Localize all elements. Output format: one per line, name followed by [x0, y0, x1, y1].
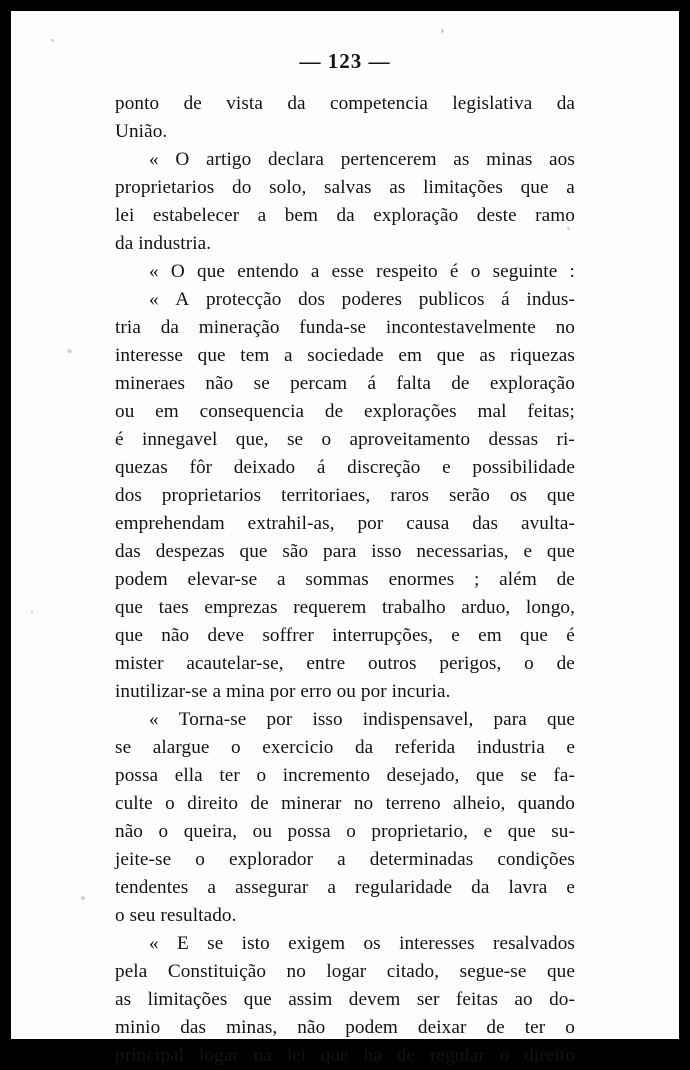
word: em [398, 345, 423, 366]
word: isso [312, 709, 343, 730]
page-number: — 123 — [299, 49, 391, 73]
word: que [476, 765, 505, 786]
word: limitações [423, 177, 503, 198]
word: sociedade [307, 345, 384, 366]
word: solo, [269, 177, 307, 198]
body-text-block [115, 90, 575, 1070]
scan-speckle [67, 349, 72, 353]
word: por [357, 513, 384, 534]
word: o [565, 1017, 575, 1038]
word: deixar [417, 1017, 467, 1038]
word: aos [549, 149, 575, 170]
word: possa [115, 765, 159, 786]
word: entre [306, 653, 346, 674]
word: taes [158, 597, 189, 618]
scan-speckle [31, 611, 33, 614]
text-line [115, 538, 575, 566]
word: limitações [147, 989, 228, 1010]
word: que [520, 177, 549, 198]
page-sheet [11, 11, 679, 1066]
word: deixado [233, 457, 296, 478]
word: « [149, 289, 159, 310]
word: avulta- [520, 513, 575, 534]
text-line [115, 342, 575, 370]
word: discreção [347, 457, 421, 478]
word: é [449, 261, 459, 282]
word: á [367, 373, 377, 394]
word: citado, [386, 961, 440, 982]
word: ou [252, 821, 273, 842]
word: o [231, 737, 241, 758]
word: exercicio [262, 737, 334, 758]
word: na [253, 1045, 272, 1066]
word: alheio, [453, 793, 506, 814]
word: vista [226, 93, 263, 114]
word: á [316, 457, 326, 478]
text-line [115, 314, 575, 342]
word: se [207, 933, 224, 954]
word: quezas [115, 457, 168, 478]
word: logar [198, 1045, 239, 1066]
word: « [149, 261, 159, 282]
word: Constituição [167, 961, 267, 982]
word: seguinte [492, 261, 558, 282]
word: o [321, 429, 332, 450]
word: funda-se [299, 317, 367, 338]
word: protecção [205, 289, 282, 310]
word: isso [371, 541, 402, 562]
word: : [569, 261, 575, 282]
word: a [327, 877, 337, 898]
text-line [115, 426, 575, 454]
word: são [282, 541, 309, 562]
word: de [250, 793, 269, 814]
word: assim [288, 989, 333, 1010]
word: podem [345, 1017, 398, 1038]
word: por [266, 709, 293, 730]
text-line [115, 790, 575, 818]
word: feitas; [527, 401, 575, 422]
word: proprietarios [161, 485, 262, 506]
text-line [115, 846, 575, 874]
word: segue-se [459, 961, 527, 982]
word: que [546, 709, 575, 730]
text-line: inutilizar-se a mina por erro ou por incuria. [115, 681, 451, 702]
word: « [149, 933, 159, 954]
word: « [149, 149, 159, 170]
word: para [493, 709, 527, 730]
word: innegavel [141, 429, 218, 450]
word: em [478, 625, 502, 646]
word: da [556, 93, 575, 114]
word: E [177, 933, 189, 954]
word: mal [477, 401, 507, 422]
word: estabelecer [152, 205, 240, 226]
word: alargue [152, 737, 210, 758]
word: o [470, 261, 481, 282]
word: emprezas [204, 597, 278, 618]
word: enormes [388, 569, 455, 590]
word: incremento [282, 765, 371, 786]
word: aproveitamento [349, 429, 471, 450]
word: da [160, 317, 180, 338]
word: referida [394, 737, 456, 758]
word: bem [284, 205, 319, 226]
word: e [566, 877, 575, 898]
word: culte [115, 793, 153, 814]
word: explorador [228, 849, 314, 870]
word: o [195, 849, 205, 870]
word: que [520, 625, 549, 646]
text-line: União. [115, 121, 168, 142]
word: minio [115, 1017, 161, 1038]
text-line [115, 818, 575, 846]
text-line [115, 482, 575, 510]
word: é [566, 625, 575, 646]
text-line [115, 1014, 575, 1042]
word: mineração [198, 317, 280, 338]
word: ser [416, 989, 440, 1010]
word: acautelar-se, [186, 653, 284, 674]
word: queira, [183, 821, 238, 842]
word: de [183, 93, 202, 114]
word: regularidade [355, 877, 453, 898]
word: respeito [376, 261, 438, 282]
word: declara [267, 149, 325, 170]
word: a [284, 345, 293, 366]
text-line [115, 594, 575, 622]
word: da [336, 205, 355, 226]
word: no [286, 961, 306, 982]
text-line [115, 958, 575, 986]
word: riquezas [510, 345, 575, 366]
word: da [471, 877, 490, 898]
text-line [115, 706, 575, 734]
word: devem [348, 989, 401, 1010]
word: que [436, 345, 465, 366]
word: ramo [535, 205, 575, 226]
word: esse [331, 261, 364, 282]
word: resalvados [492, 933, 575, 954]
word: desejado, [386, 765, 460, 786]
word: trabalho [382, 597, 446, 618]
word: Torna-se [178, 709, 247, 730]
word: indus- [526, 289, 575, 310]
word: A [175, 289, 190, 310]
word: possa [287, 821, 331, 842]
text-line [115, 258, 575, 286]
word: dessas [488, 429, 539, 450]
word: pela [115, 961, 148, 982]
word: ella [174, 765, 203, 786]
word: fôr [189, 457, 213, 478]
word: que [197, 261, 226, 282]
word: direito [187, 793, 239, 814]
text-line [115, 510, 575, 538]
word: o [499, 1045, 510, 1066]
word: a [310, 261, 320, 282]
word: salvas [324, 177, 372, 198]
word: que [320, 1045, 349, 1066]
word: necessarias, [416, 541, 509, 562]
word: determinadas [369, 849, 474, 870]
word: sommas [305, 569, 369, 590]
word: serão [448, 485, 490, 506]
word: de [486, 1017, 505, 1038]
word: dos [298, 289, 326, 310]
word: O [175, 149, 190, 170]
word: competencia [329, 93, 429, 114]
text-line [115, 986, 575, 1014]
word: se [520, 765, 537, 786]
word: deve [207, 625, 245, 646]
word: que [243, 989, 272, 1010]
text-line [115, 1042, 575, 1070]
text-line [115, 650, 575, 678]
word: causa [406, 513, 450, 534]
word: os [509, 485, 528, 506]
word: as [479, 345, 496, 366]
word: as [389, 177, 406, 198]
word: não [297, 1017, 326, 1038]
word: percam [290, 373, 348, 394]
text-line [115, 370, 575, 398]
word: exploração [489, 373, 575, 394]
word: isto [241, 933, 270, 954]
word: das [180, 1017, 207, 1038]
word: perigos, [439, 653, 502, 674]
word: no [353, 793, 374, 814]
word: tendentes [115, 877, 189, 898]
text-line [115, 762, 575, 790]
word: quando [517, 793, 575, 814]
word: das [472, 513, 499, 534]
word: a [257, 205, 267, 226]
word: de [556, 569, 575, 590]
scan-speckle [81, 896, 85, 900]
word: ter [219, 765, 240, 786]
word: a [207, 877, 216, 898]
word: exploração [373, 205, 459, 226]
word: dos [115, 485, 142, 506]
text-line [115, 734, 575, 762]
word: além [499, 569, 537, 590]
word: ponto [115, 93, 160, 114]
word: á [501, 289, 510, 310]
text-line [115, 146, 575, 174]
word: logar [326, 961, 367, 982]
word: o [165, 793, 175, 814]
word: ter [524, 1017, 546, 1038]
word: que [115, 625, 144, 646]
word: falta [396, 373, 431, 394]
word: que [546, 961, 575, 982]
word: da [354, 737, 374, 758]
word: o [346, 821, 356, 842]
word: su- [551, 821, 575, 842]
word: artigo [205, 149, 252, 170]
word: que [239, 541, 268, 562]
word: se [286, 429, 304, 450]
word: da [287, 93, 306, 114]
word: lei [115, 205, 135, 226]
word: industria [476, 737, 545, 758]
text-line [115, 930, 575, 958]
word: consequencia [199, 401, 305, 422]
word: regular [429, 1045, 485, 1066]
word: possibilidade [472, 457, 575, 478]
word: a [337, 849, 346, 870]
word: podem [115, 569, 168, 590]
word: de [556, 653, 575, 674]
word: o [256, 765, 267, 786]
word: proprietarios [115, 177, 215, 198]
word: jeite-se [115, 849, 172, 870]
word: despezas [155, 541, 225, 562]
word: que [507, 821, 536, 842]
word: ou [115, 401, 135, 422]
word: territoriaes, [281, 485, 371, 506]
word: elevar-se [187, 569, 258, 590]
text-line [115, 874, 575, 902]
text-line [115, 566, 575, 594]
word: se [253, 373, 270, 394]
word: direito [524, 1045, 575, 1066]
text-line: o seu resultado. [115, 905, 237, 926]
word: minas, [226, 1017, 278, 1038]
word: e [451, 625, 460, 646]
word: fa- [553, 765, 575, 786]
word: « [149, 709, 159, 730]
word: que [115, 597, 144, 618]
word: outros [367, 653, 417, 674]
word: tria [115, 317, 141, 338]
word: ha [363, 1045, 382, 1066]
word: a [276, 569, 286, 590]
word: requerem [293, 597, 367, 618]
word: de [451, 373, 470, 394]
word: explorações [363, 401, 457, 422]
word: interesses [399, 933, 475, 954]
word: arduo, [461, 597, 511, 618]
word: raros [390, 485, 430, 506]
word: e [442, 457, 451, 478]
word: longo, [525, 597, 575, 618]
word: a [566, 177, 575, 198]
word: no [555, 317, 575, 338]
text-line [115, 286, 575, 314]
word: do- [549, 989, 575, 1010]
text-line [115, 90, 575, 118]
word: se [115, 737, 132, 758]
word: e [566, 737, 575, 758]
word: incontestavelmente [385, 317, 536, 338]
word: para [323, 541, 357, 562]
word: que [197, 345, 226, 366]
word: indispensavel, [362, 709, 474, 730]
word: do [232, 177, 252, 198]
word: lei [286, 1045, 307, 1066]
word: não [115, 821, 144, 842]
word: mineraes [115, 373, 186, 394]
text-line [115, 398, 575, 426]
word: interesse [115, 345, 184, 366]
word: que, [235, 429, 269, 450]
word: tem [240, 345, 270, 366]
word: de [324, 401, 344, 422]
word: não [205, 373, 234, 394]
word: entendo [237, 261, 299, 282]
word: é [115, 429, 124, 450]
word: interrupções, [332, 625, 434, 646]
word: que [546, 541, 575, 562]
text-line: da industria. [115, 233, 212, 254]
word: o [524, 653, 534, 674]
word: lavra [508, 877, 548, 898]
word: e [483, 821, 493, 842]
word: mister [115, 653, 164, 674]
word: das [115, 541, 141, 562]
word: o [158, 821, 169, 842]
word: que [546, 485, 575, 506]
word: não [161, 625, 190, 646]
word: condições [497, 849, 575, 870]
word: minas [486, 149, 533, 170]
word: soffrer [262, 625, 314, 646]
word: exigem [288, 933, 346, 954]
word: principal [115, 1045, 185, 1066]
text-line [115, 622, 575, 650]
word: e [523, 541, 533, 562]
text-line [115, 174, 575, 202]
word: os [363, 933, 381, 954]
word: pertencerem [340, 149, 437, 170]
text-line [115, 454, 575, 482]
word: ao [514, 989, 533, 1010]
word: minerar [281, 793, 342, 814]
word: ; [474, 569, 480, 590]
word: emprehendam [115, 513, 225, 534]
word: O [170, 261, 185, 282]
word: poderes [341, 289, 403, 310]
word: de [396, 1045, 416, 1066]
scan-speckle [51, 39, 54, 42]
word: em [155, 401, 179, 422]
word: assegurar [235, 877, 309, 898]
word: ri- [556, 429, 575, 450]
word: as [453, 149, 470, 170]
word: proprietario, [371, 821, 469, 842]
text-line [115, 202, 575, 230]
word: deste [476, 205, 517, 226]
word: publicos [418, 289, 485, 310]
word: as [115, 989, 132, 1010]
word: terreno [385, 793, 441, 814]
word: legislativa [452, 93, 533, 114]
scan-speckle [441, 29, 444, 33]
word: feitas [455, 989, 499, 1010]
word: extrahil-as, [247, 513, 335, 534]
